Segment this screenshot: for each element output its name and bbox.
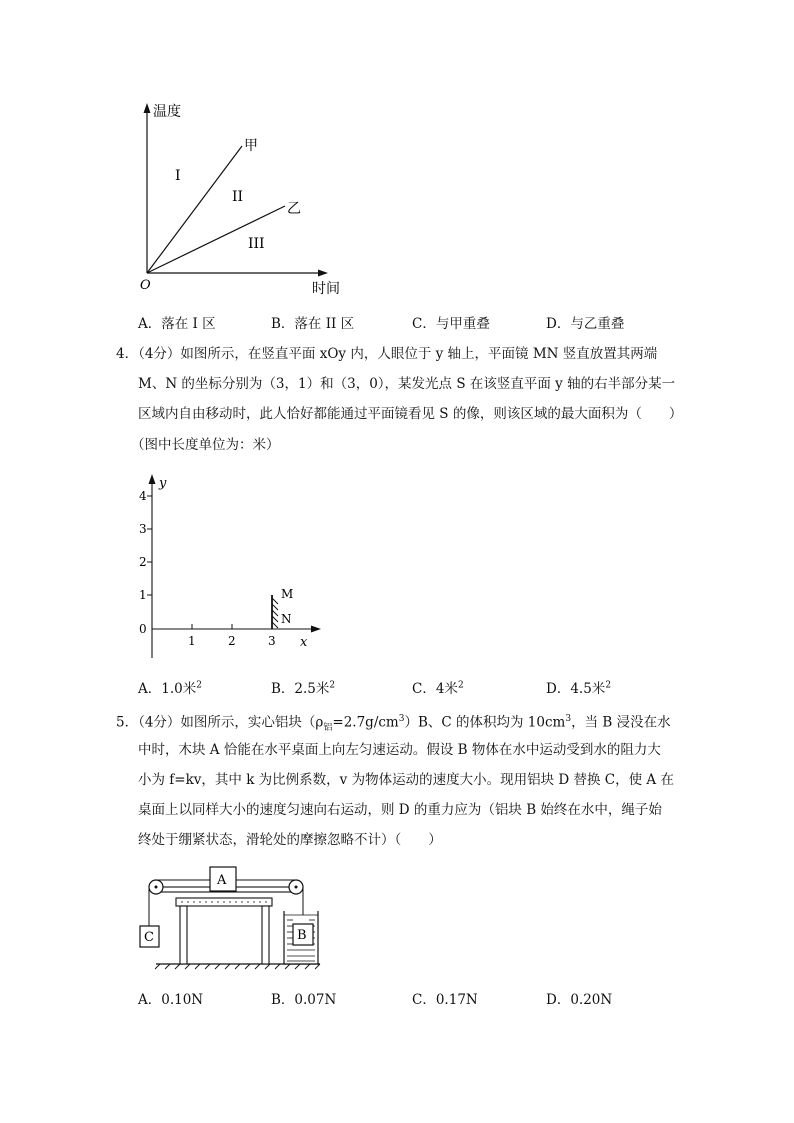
q5-line-4: 桌面上以同样大小的速度匀速向右运动，则 D 的重力应为（铝块 B 始终在水中，绳子始 bbox=[138, 802, 662, 818]
q3-temperature-graph bbox=[120, 95, 360, 305]
q4-option-c[interactable]: C．4米$^2$ bbox=[412, 680, 464, 697]
q4-coordinate-graph bbox=[130, 470, 330, 660]
q4-y-arrow bbox=[149, 474, 156, 484]
q3-region-2: II bbox=[232, 189, 244, 205]
q4-y-tick-4: 4 bbox=[139, 489, 147, 503]
q5-block-b-label: B bbox=[297, 928, 307, 943]
q3-option-a[interactable]: A．落在 I 区 bbox=[138, 316, 216, 332]
q4-y-tick-0: 0 bbox=[139, 622, 147, 636]
q4-y-label: y bbox=[159, 476, 167, 491]
q5-line-1: 5．（4分）如图所示，实心铝块$(\rho_铝=2.7g/cm^3)B$、C 的体积均为 $10cm^3$，当 B 浸没在水 bbox=[116, 714, 671, 734]
q4-y-tick-1: 1 bbox=[139, 588, 147, 602]
q4-y-tick-3: 3 bbox=[139, 522, 147, 536]
q4-line-4: （图中长度单位为：米） bbox=[131, 437, 280, 453]
q3-line-jia bbox=[147, 146, 242, 273]
q5-option-c[interactable]: C．0.17N bbox=[412, 992, 478, 1008]
q4-y-tick-2: 2 bbox=[139, 555, 147, 569]
q5-apparatus-figure bbox=[138, 858, 328, 973]
q5-line-3: 小为 f=kv，其中 k 为比例系数，v 为物体运动的速度大小。现用铝块 D 替换 C，使 A 在 bbox=[138, 772, 674, 788]
q3-x-axis-label: 时间 bbox=[312, 281, 340, 297]
q5-line-2: 中时，木块 A 恰能在水平桌面上向左匀速运动。假设 B 物体在水中运动受到水的阻力大 bbox=[138, 742, 661, 758]
q4-x-arrow bbox=[311, 626, 321, 633]
q3-y-arrow bbox=[144, 103, 151, 113]
q5-block-c-label: C bbox=[144, 930, 154, 945]
q5-block-a-label: A bbox=[217, 873, 227, 888]
q5-option-b[interactable]: B．0.07N bbox=[271, 992, 337, 1008]
q3-option-c[interactable]: C．与甲重叠 bbox=[412, 316, 490, 332]
q5-line-5: 终处于绷紧状态，滑轮处的摩擦忽略不计）（ ） bbox=[138, 832, 442, 848]
q5-option-d[interactable]: D．0.20N bbox=[546, 992, 613, 1008]
q3-y-axis-label: 温度 bbox=[153, 104, 181, 120]
q4-x-label: x bbox=[300, 635, 308, 650]
q4-n-label: N bbox=[281, 612, 292, 626]
q4-line-3: 区域内自由移动时，此人恰好都能通过平面镜看见 S 的像，则该区域的最大面积为（ ） bbox=[138, 406, 683, 422]
q3-origin-label: O bbox=[140, 278, 151, 293]
q3-region-1: I bbox=[175, 168, 181, 184]
q4-x-tick-2: 2 bbox=[228, 634, 236, 648]
q4-line-1: 4．（4分）如图所示，在竖直平面 xOy 内，人眼位于 y 轴上，平面镜 MN 竖直放置其两端 bbox=[116, 346, 658, 362]
q4-x-tick-3: 3 bbox=[268, 634, 276, 648]
q5-option-a[interactable]: A．0.10N bbox=[138, 992, 204, 1008]
q5-table-top-dots bbox=[181, 901, 266, 902]
q3-yi-label: 乙 bbox=[287, 201, 301, 217]
q4-option-a[interactable]: A．1.0米$^2$ bbox=[138, 680, 202, 697]
q3-jia-label: 甲 bbox=[244, 138, 258, 154]
q3-option-d[interactable]: D．与乙重叠 bbox=[546, 316, 625, 332]
q4-m-label: M bbox=[281, 587, 294, 601]
q4-line-2: M、N 的坐标分别为（3，1）和（3，0），某发光点 S 在该竖直平面 y 轴的右半部分某一 bbox=[138, 376, 676, 392]
q5-table-leg-left bbox=[180, 906, 187, 964]
q3-option-b[interactable]: B．落在 II 区 bbox=[271, 316, 355, 332]
q4-option-b[interactable]: B．2.5米$^2$ bbox=[271, 680, 336, 697]
q4-option-d[interactable]: D．4.5米$^2$ bbox=[546, 680, 612, 697]
q3-region-3: III bbox=[248, 236, 265, 252]
q4-x-tick-1: 1 bbox=[188, 634, 196, 648]
q5-ground-hatching bbox=[155, 964, 320, 969]
q3-x-arrow bbox=[318, 270, 328, 277]
q5-table-leg-right bbox=[262, 906, 269, 964]
